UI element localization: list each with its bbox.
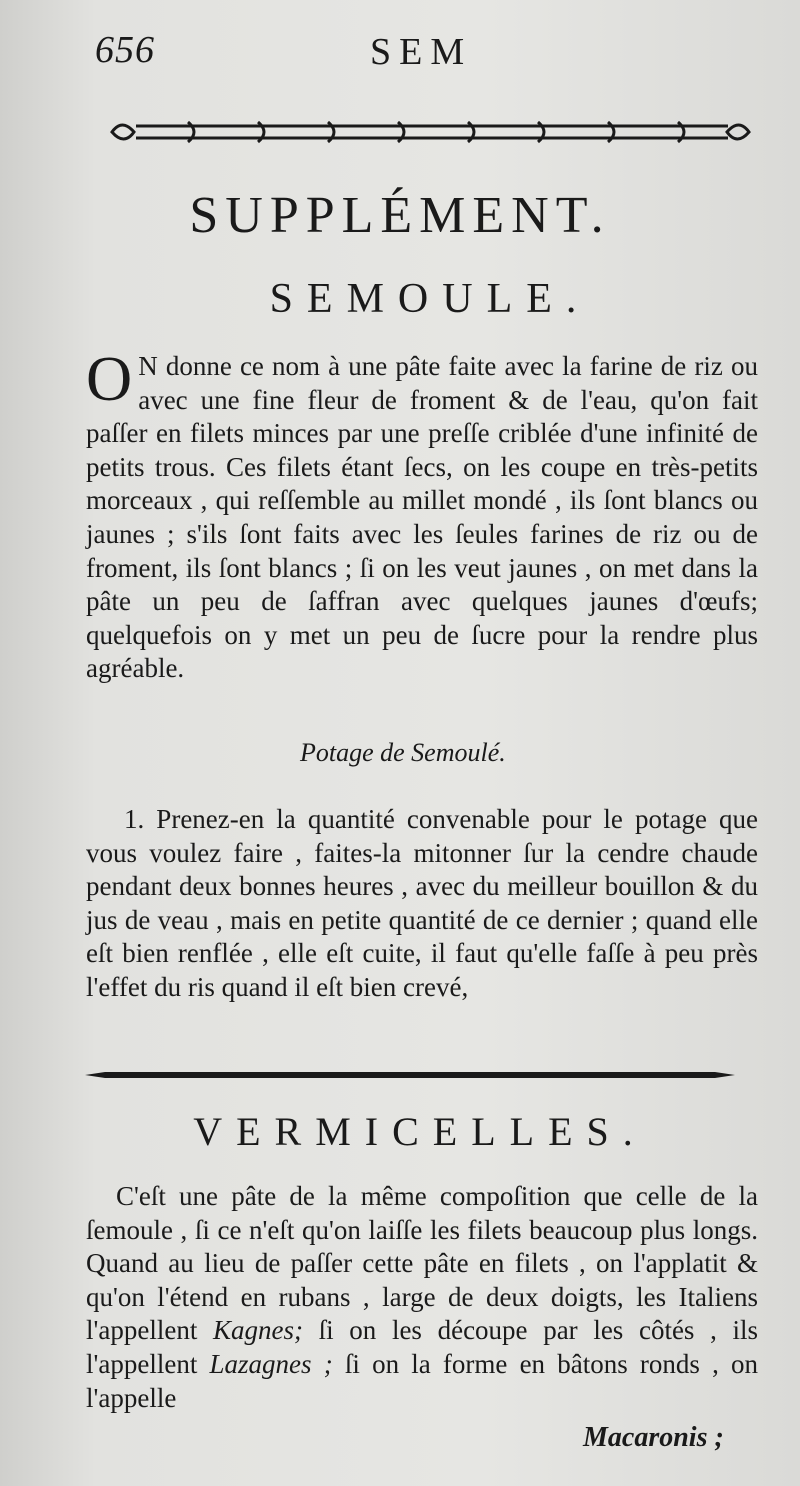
section-heading-supplement: SUPPLÉMENT. [189,187,611,244]
semoule-paragraph [86,343,758,686]
ornament-rule-icon [108,112,753,152]
page-number: 656 [95,29,155,71]
recipe-paragraph: 1. Prenez-en la quantité convenable pour le potage que vous voulez faire , faites-la mitonner ſur la cendre chaude pendant deux bonnes heures , avec du meilleur bouillon & du jus de veau , mais en petite quantité de ce dernier ; quand elle eſt bien renflée , elle eſt cuite, il faut qu'elle faſſe à peu près l'effet du ris quand il eſt bien crevé, [86,804,758,1002]
vermicelles-text-c: ſi on la forme en bâtons ronds , on l'appelle [86,1348,759,1413]
running-title: SEM [370,31,473,73]
recipe-title: Potage de Semoulé. [300,738,506,767]
article-heading-semoule: SEMOULE. [269,276,591,322]
article-heading-vermicelles: VERMICELLES. [193,1109,647,1154]
catchword: Macaronis ; [583,1422,724,1453]
semoule-paragraph-text: N donne ce nom à une pâte faite avec la farine de riz ou avec une fine fleur de froment & de l'eau, qu'on fait paſſer en filets minces par une preſſe criblée d'une infinité de petits trous. Ces filets étant ſecs, on les coupe en très-petits morceaux , qui reſſemble au millet mondé , ils ſont blancs ou jaunes ; s'ils ſont faits avec les ſeules farines de riz ou de froment, ils ſont blancs ; ſi on les veut jaunes , on met dans la pâte un peu de ſaffran avec quelques jaunes d'œufs; quelquefois on y met un peu de ſucre pour la rendre plus agréable. [86,351,758,684]
drop-cap: O [86,343,133,414]
vermicelles-text-b: ſi on les découpe par les côtés , ils l'appellent [86,1315,759,1379]
running-head [0,22,800,82]
vermicelles-text-a: C'eſt une pâte de la même compoſition que celle de la ſemoule , ſi ce n'eſt qu'on laiſſe les filets beaucoup plus longs. Quand au lieu de paſſer cette pâte en filets , on l'applatit & qu'on l'étend en rubans , large de deux doigts, les Italiens l'appellent [86,1181,758,1346]
section-divider-rule [85,1068,735,1082]
term-kagnes: Kagnes; [212,1315,303,1346]
vermicelles-paragraph [86,1180,758,1415]
term-lazagnes: Lazagnes ; [209,1348,333,1379]
